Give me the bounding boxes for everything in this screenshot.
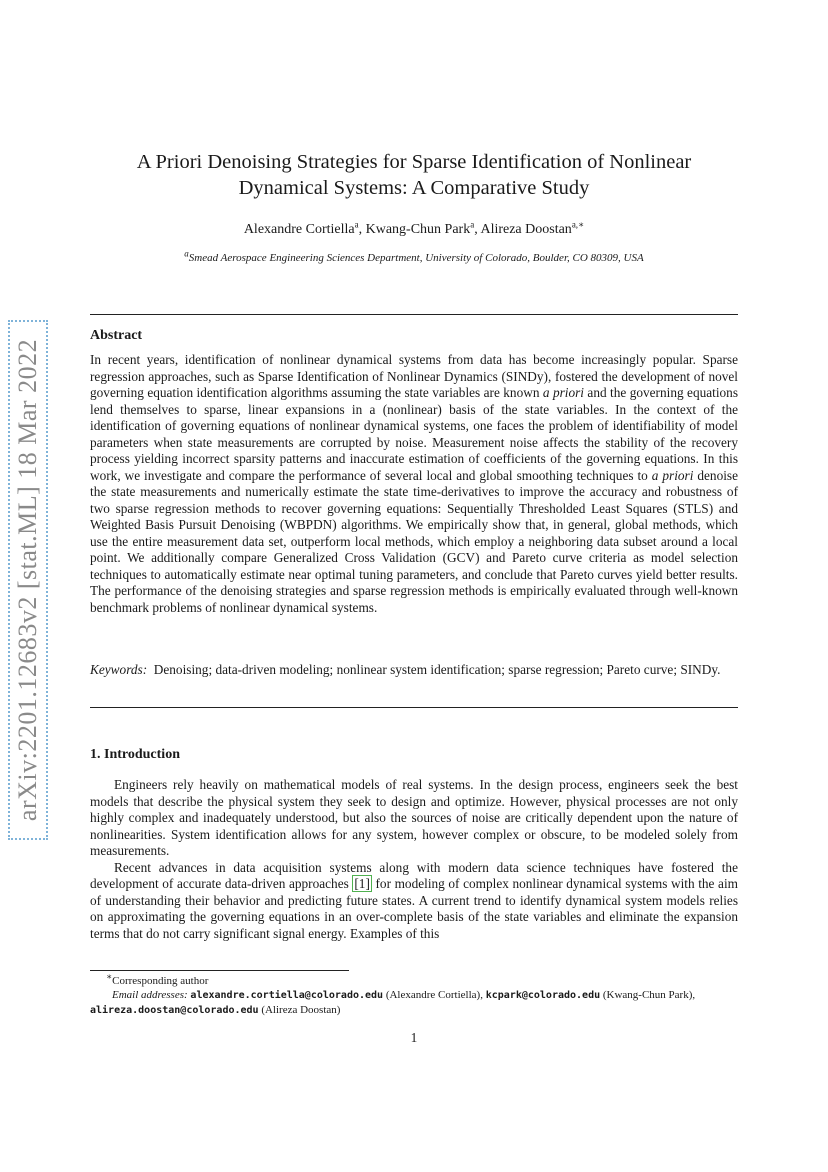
email-link[interactable]: alexandre.cortiella@colorado.edu bbox=[190, 990, 384, 1001]
author-name: Alireza Doostan bbox=[480, 222, 572, 237]
arxiv-identifier: arXiv:2201.12683v2 [stat.ML] 18 Mar 2022 bbox=[13, 338, 42, 822]
page-number: 1 bbox=[410, 1030, 418, 1045]
footnote-corresponding-text: Corresponding author bbox=[112, 975, 209, 987]
introduction-body bbox=[90, 777, 738, 942]
author-name: Alexandre Cortiella bbox=[243, 222, 355, 237]
abstract-top-rule bbox=[90, 314, 738, 315]
author-affiliation-mark: a,∗ bbox=[571, 219, 585, 230]
email-owner: (Alireza Doostan) bbox=[261, 1004, 341, 1016]
footnote-rule bbox=[90, 970, 349, 971]
email-link[interactable]: kcpark@colorado.edu bbox=[485, 990, 601, 1001]
abstract-text: In recent years, identification of nonlinear dynamical systems from data has become increasingly popular. Sparse regression approaches, such as Sparse Identification of Nonlinear Dynamics (SINDy), fostered the development of novel governing equation identification algorithms assuming the state variables are known bbox=[90, 352, 738, 400]
keywords-label: Keywords: bbox=[90, 662, 148, 677]
title-line-2: Dynamical Systems: A Comparative Study bbox=[238, 177, 590, 199]
email-label: Email addresses: bbox=[112, 989, 188, 1001]
keywords-text: Denoising; data-driven modeling; nonlinear system identification; sparse regression; Pareto curve; SINDy. bbox=[153, 662, 721, 677]
paragraph-text: Recent advances in data acquisition systems along with modern data science techniques have fostered the development of accurate data-driven approaches bbox=[90, 859, 738, 891]
email-owner: (Alexandre Cortiella), bbox=[385, 989, 486, 1001]
abstract-text: denoise the state measurements and numerically estimate the state time-derivatives to improve the accuracy and robustness of two sparse regression methods to recover governing equations: Sequentially Thresholded Least Squares (STLS) and Weighted Basis Pursuit Denoising (WBPDN) algorithms. We empirically show that, in general, global methods, which use the entire measurement data set, outperform local methods, which employ a neighboring data subset around a local point. We additionally compare Generalized Cross Validation (GCV) and Pareto curve criteria as model selection techniques to automatically estimate near optimal tuning parameters, and conclude that Pareto curves yield better results. The performance of the denoising strategies and sparse regression methods is empirically evaluated through well-known benchmark problems of nonlinear dynamical systems. bbox=[90, 467, 738, 615]
author-name: Kwang-Chun Park bbox=[365, 222, 471, 237]
paper-title bbox=[80, 149, 748, 201]
email-owner: (Kwang-Chun Park), bbox=[602, 989, 696, 1001]
footnote-corresponding bbox=[90, 971, 738, 988]
email-link[interactable]: alireza.doostan@colorado.edu bbox=[90, 1005, 259, 1016]
title-line-1: A Priori Denoising Strategies for Sparse Identification of Nonlinear bbox=[136, 151, 692, 173]
footnote-mark: ∗ bbox=[106, 971, 113, 982]
affiliation bbox=[80, 248, 748, 264]
citation-link[interactable]: [1] bbox=[354, 876, 370, 891]
author-affiliation-mark: a bbox=[354, 219, 359, 230]
footnote-emails-cont bbox=[90, 1003, 738, 1018]
abstract-emphasis: a priori bbox=[651, 467, 694, 483]
paragraph bbox=[90, 860, 738, 943]
paragraph-text: for modeling of complex nonlinear dynamical systems with the aim of understanding their behavior and predicting future states. A current trend to identify dynamical system models relies on approximating the governing equations in an over-complete basis of the state variables and eliminate the expansion terms that do not carry significant signal energy. Examples of this bbox=[90, 876, 738, 941]
author-separator: , bbox=[474, 222, 481, 237]
arxiv-side-stamp[interactable] bbox=[8, 320, 48, 840]
keywords bbox=[90, 662, 738, 679]
abstract-text: and the governing equations lend themselves to sparse, linear expansions in a (nonlinear) basis of the state variables. In the context of the identification of governing equations of nonlinear dynamical systems, one faces the problem of identifiability of model parameters when state measurements are corrupted by noise. Measurement noise affects the stability of the recovery process yielding incorrect sparsity patterns and inaccurate estimation of coefficients of the governing equations. In this work, we investigate and compare the performance of several local and global smoothing techniques to bbox=[90, 385, 738, 483]
abstract-bottom-rule bbox=[90, 707, 738, 708]
author-separator: , bbox=[358, 222, 366, 237]
section-heading-introduction: 1. Introduction bbox=[90, 747, 180, 762]
author-list bbox=[80, 219, 748, 238]
footnote bbox=[90, 971, 738, 1018]
abstract-body bbox=[90, 352, 738, 616]
footnote-emails bbox=[90, 988, 738, 1003]
abstract-emphasis: a priori bbox=[542, 385, 585, 400]
paragraph: Engineers rely heavily on mathematical models of real systems. In the design process, engineers seek the best models that describe the physical system they seek to design and optimize. However, physical processes are not only highly complex and inadequately understood, but also the sources of noise are critically dependent upon the nature of nonlinearities. System identification allows for any system, however complex or obscure, to be modeled solely from measurements. bbox=[90, 777, 738, 858]
abstract-heading: Abstract bbox=[90, 328, 143, 343]
affiliation-mark: a bbox=[184, 248, 189, 259]
author-affiliation-mark: a bbox=[470, 219, 475, 230]
affiliation-text: Smead Aerospace Engineering Sciences Department, University of Colorado, Boulder, CO 80309, USA bbox=[188, 252, 644, 264]
